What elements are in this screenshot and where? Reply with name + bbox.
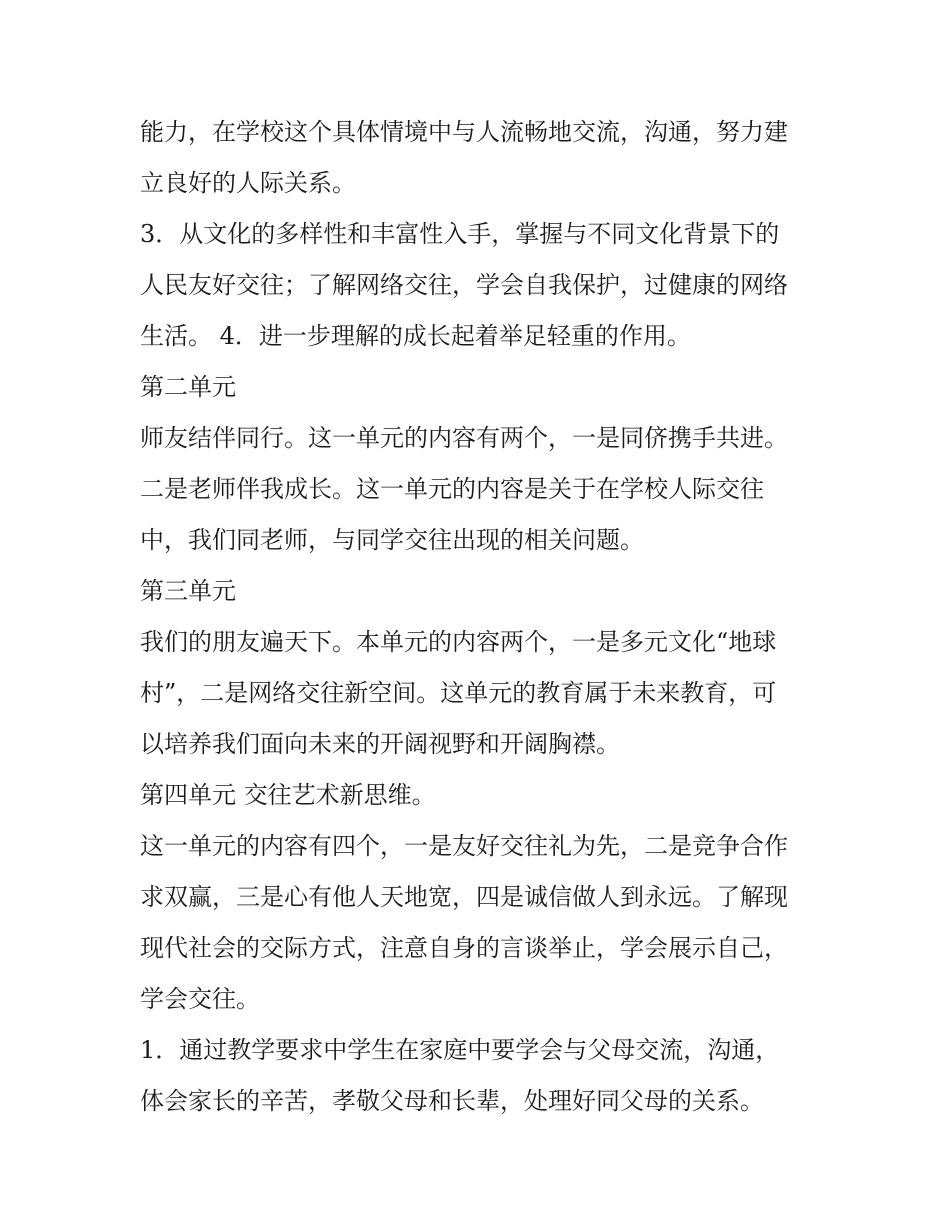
- section-heading: 第四单元 交往艺术新思维。: [140, 781, 436, 809]
- text-line: 以培养我们面向未来的开阔视野和开阔胸襟。: [140, 730, 620, 758]
- document-body: [140, 107, 820, 1127]
- text-line: 3．从文化的多样性和丰富性入手，掌握与不同文化背景下的: [140, 220, 780, 248]
- text-line: 生活。 4．进一步理解的成长起着举足轻重的作用。: [140, 322, 691, 350]
- text-line: 能力，在学校这个具体情境中与人流畅地交流，沟通，努力建: [140, 118, 788, 146]
- text-line: 这一单元的内容有四个，一是友好交往礼为先，二是竞争合作: [140, 832, 788, 860]
- text-line: 人民友好交往；了解网络交往，学会自我保护，过健康的网络: [140, 271, 788, 299]
- text-line: 中，我们同老师，与同学交往出现的相关问题。: [140, 526, 644, 554]
- text-line: 二是老师伴我成长。这一单元的内容是关于在学校人际交往: [140, 475, 764, 503]
- text-line: 村”，二是网络交往新空间。这单元的教育属于未来教育，可: [140, 679, 777, 707]
- text-line: 学会交往。: [140, 985, 260, 1013]
- section-heading: 第三单元: [140, 577, 236, 605]
- section-heading: 第二单元: [140, 373, 236, 401]
- text-line: 师友结伴同行。这一单元的内容有两个，一是同侪携手共进。: [140, 424, 788, 452]
- text-line: 1．通过教学要求中学生在家庭中要学会与父母交流，沟通，: [140, 1036, 780, 1064]
- text-line: 体会家长的辛苦，孝敬父母和长辈，处理好同父母的关系。: [140, 1087, 764, 1115]
- text-line: 现代社会的交际方式，注意自身的言谈举止，学会展示自己，: [140, 934, 788, 962]
- text-line: 立良好的人际关系。: [140, 169, 356, 197]
- text-line: 求双赢，三是心有他人天地宽，四是诚信做人到永远。了解现: [140, 883, 788, 911]
- text-line: 我们的朋友遍天下。本单元的内容两个，一是多元文化“地球: [140, 628, 777, 656]
